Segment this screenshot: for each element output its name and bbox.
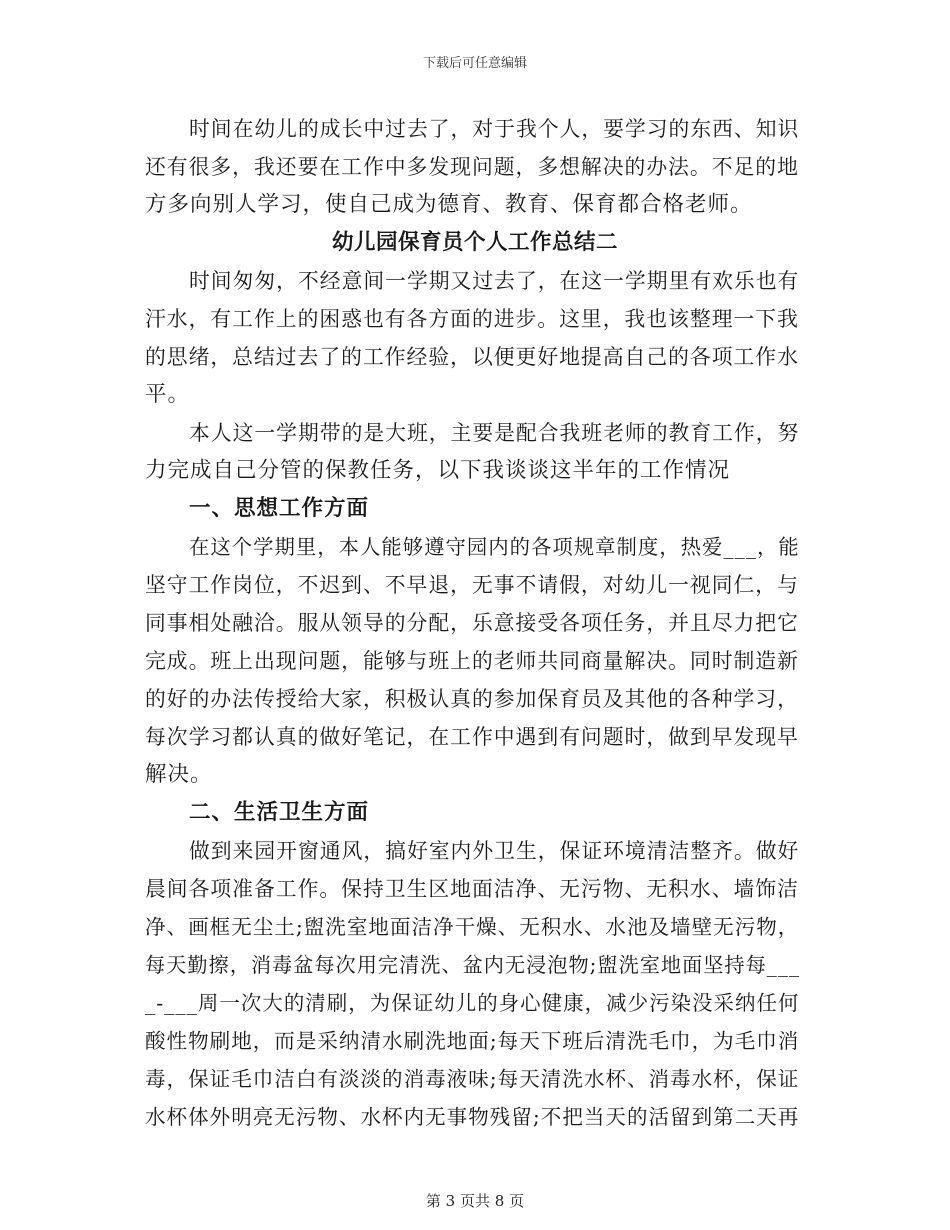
paragraph-line: 力完成自己分管的保教任务，以下我谈谈这半年的工作情况 [145,458,731,483]
paragraph-line: 本人这一学期带的是大班，主要是配合我班老师的教育工作，努 [189,421,800,445]
paragraph-line: 做到来园开窗通风，搞好室内外卫生，保证环境清洁整齐。做好 [189,839,800,863]
paragraph-line: 酸性物刷地，而是采纳清水刷洗地面;每天下班后清洗毛巾，为毛巾消 [145,1029,800,1053]
paragraph-line: _-___周一次大的清刷，为保证幼儿的身心健康，减少污染没采纳任何 [145,991,800,1015]
paragraph-line: 每天勤擦，消毒盆每次用完清洗、盆内无浸泡物;盥洗室地面坚持每___ [145,953,801,977]
paragraph-line: 坚守工作岗位，不迟到、不早退，无事不请假，对幼儿一视同仁，与 [145,573,799,597]
paragraph-line: 每次学习都认真的做好笔记，在工作中遇到有问题时，做到早发现早 [145,725,799,749]
section-heading: 一、思想工作方面 [189,496,370,521]
paragraph-line: 晨间各项准备工作。保持卫生区地面洁净、无污物、无积水、墙饰洁 [145,877,799,901]
paragraph-line: 平。 [145,382,191,407]
paragraph-line: 汗水，有工作上的困惑也有各方面的进步。这里，我也该整理一下我 [145,307,799,331]
paragraph-line: 时间在幼儿的成长中过去了，对于我个人，要学习的东西、知识 [189,117,800,141]
paragraph-line: 水杯体外明亮无污物、水杯内无事物残留;不把当天的活留到第二天再 [145,1105,800,1129]
paragraph-line: 还有很多，我还要在工作中多发现问题，多想解决的办法。不足的地 [145,155,799,179]
document-body [145,110,805,1136]
paragraph-line: 在这个学期里，本人能够遵守园内的各项规章制度，热爱___，能 [189,535,800,559]
paragraph-line: 时间匆匆，不经意间一学期又过去了，在这一学期里有欢乐也有 [189,269,800,293]
paragraph-line: 同事相处融洽。服从领导的分配，乐意接受各项任务，并且尽力把它 [145,611,799,635]
page-footer: 第 3 页共 8 页 [425,1192,525,1210]
paragraph-line: 净、画框无尘土;盥洗室地面洁净干燥、无积水、水池及墙壁无污物， [145,915,800,939]
paragraph-line: 的思绪，总结过去了的工作经验，以便更好地提高自己的各项工作水 [145,345,799,369]
paragraph-line: 毒，保证毛巾洁白有淡淡的消毒液味;每天清洗水杯、消毒水杯，保证 [145,1067,800,1091]
page-header: 下载后可任意编辑 [422,56,527,71]
section-heading: 二、生活卫生方面 [189,800,370,825]
paragraph-line: 方多向别人学习，使自己成为德育、教育、保育都合格老师。 [145,192,753,217]
paragraph-line: 的好的办法传授给大家，积极认真的参加保育员及其他的各种学习， [145,687,799,711]
document-title: 幼儿园保育员个人工作总结二 [331,230,618,255]
paragraph-line: 解决。 [145,762,213,787]
paragraph-line: 完成。班上出现问题，能够与班上的老师共同商量解决。同时制造新 [145,649,799,673]
